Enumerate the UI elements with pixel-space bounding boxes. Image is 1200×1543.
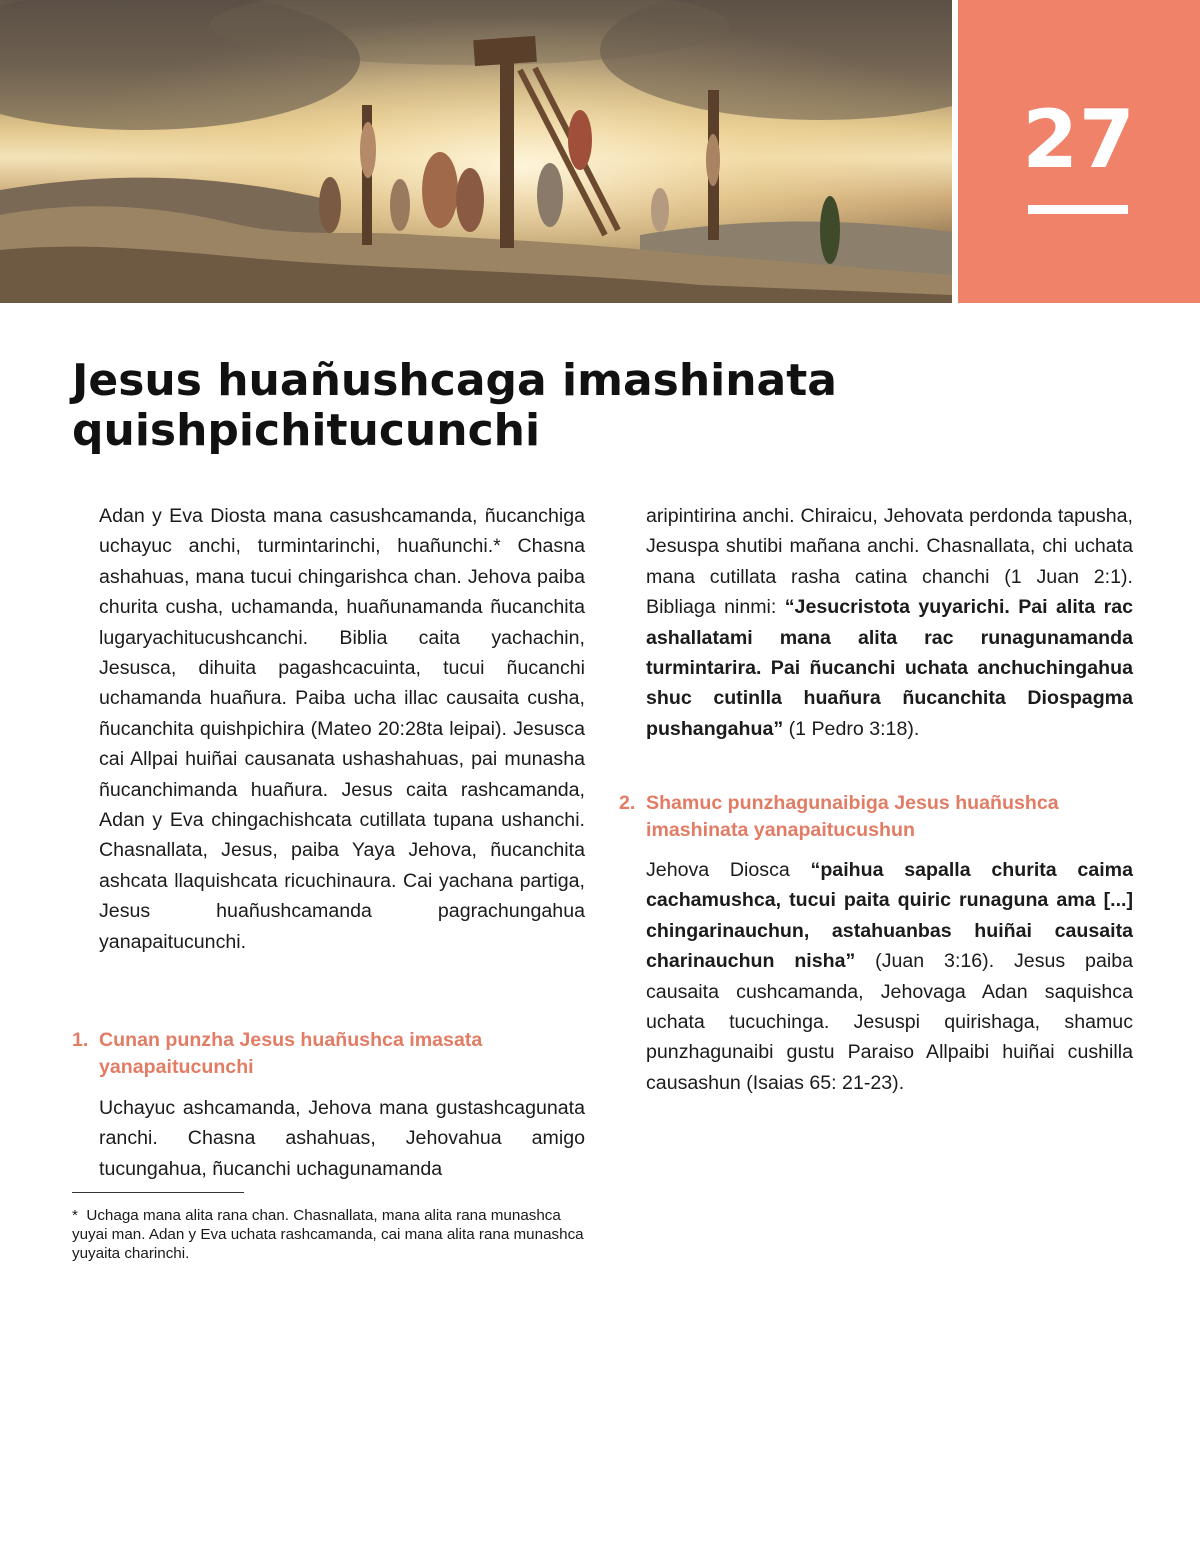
footnote-marker: *: [72, 1207, 78, 1224]
footnote: [72, 1206, 584, 1263]
footnote-text: Uchaga mana alita rana chan. Chasnallata, mana alita rana munashca yuyai man. Adan y Eva uchata rashcamanda, cai mana alita rana munashca yuyaita charinchi.: [72, 1207, 584, 1262]
section-1-body-continued: [646, 501, 1133, 744]
intro-paragraph: [99, 501, 585, 957]
chapter-badge: [958, 0, 1200, 303]
page-title: [72, 356, 932, 456]
section-1-number: 1.: [72, 1029, 89, 1051]
footnote-reference[interactable]: *: [493, 535, 501, 558]
section-2-body: [646, 855, 1133, 1098]
section-1-heading-text: Cunan punzha Jesus huañushca imasata yanapaitucunchi: [99, 1029, 483, 1078]
scripture-quote-juan: “paihua sapalla churita caima cachamushca, tucui paita quiric runaguna ama [...] chingarinauchun, astahuanbas huiñai causaita charinauchun nisha”: [646, 859, 1133, 973]
section-1-text: aripintirina anchi. Chiraicu, Jehovata perdonda tapusha, Jesuspa shutibi mañana anchi. Chasnallata, chi uchata mana cutillata rasha catina chanchi (1 Juan 2:1). Bibliaga ninmi:: [646, 505, 1133, 619]
section-1-body: Uchayuc ashcamanda, Jehova mana gustashcagunata ranchi. Chasna ashahuas, Jehovahua amigo tucungahua, ñucanchi uchagunamanda: [99, 1097, 585, 1180]
crucifixion-scene-illustration: [0, 0, 952, 303]
section-1-heading: [72, 1027, 585, 1081]
intro-text-continued: Chasna ashahuas, mana tucui chingarishca chan. Jehova paiba churita cusha, uchamanda, huañunamanda ñucanchita lugaryachitucushcanchi. Biblia caita yachachin, Jesusca, dihuita pagashcacuinta, tucui ñucanchi uchamanda huañura. Paiba ucha illac causaita cusha, ñucanchita quishpichira (Mateo 20:28ta leipai). Jesusca cai Allpai huiñai causanata ushashahuas, pai munasha ñucanchimanda huañura. Jesus caita rashcamanda, Adan y Eva chingachishcata cutillata tupana ushanchi. Chasnallata, Jesus, paiba Yaya Jehova, ñucanchita ashcata llaquishcata ricuchinaura. Cai yachana partiga, Jesus huañushcamanda pagrachungahua yanapaitucunchi.: [99, 535, 586, 953]
section-2-text: Jehova Diosca: [646, 859, 811, 881]
section-2-heading-text: Shamuc punzhagunaibiga Jesus huañushca imashinata yanapaitucushun: [646, 792, 1059, 841]
intro-text: Adan y Eva Diosta mana casushcamanda, ñucanchiga uchayuc anchi, turmintarinchi, huañunchi.: [99, 505, 585, 558]
section-2-number: 2.: [619, 792, 636, 814]
hero-image: [0, 0, 952, 303]
title-line-2: quishpichitucunchi: [72, 405, 541, 456]
footnote-divider: [72, 1192, 244, 1193]
section-2-text-continued: (Juan 3:16). Jesus paiba causaita cushcamanda, Jehovaga Adan saquishca uchata tucuchinga. Jesuspi quirishaga, shamuc punzhagunaibi gustu Paraiso Allpaibi huiñai cushilla causashun (Isaias 65: 21-23).: [646, 950, 1133, 1094]
chapter-number: 27: [1022, 93, 1136, 186]
chapter-underline: [1028, 205, 1128, 214]
title-line-1: Jesus huañushcaga imashinata: [72, 355, 837, 406]
scripture-reference-1-pedro[interactable]: (1 Pedro 3:18).: [783, 717, 920, 740]
section-2-heading: [619, 790, 1133, 844]
scripture-quote-1-pedro: “Jesucristota yuyarichi. Pai alita rac ashallatami mana alita rac runagunamanda turmintarira. Pai ñucanchi uchata anchuchingahua shuc cutinlla huañura ñucanchita Diospagma pushangahua”: [646, 596, 1134, 740]
